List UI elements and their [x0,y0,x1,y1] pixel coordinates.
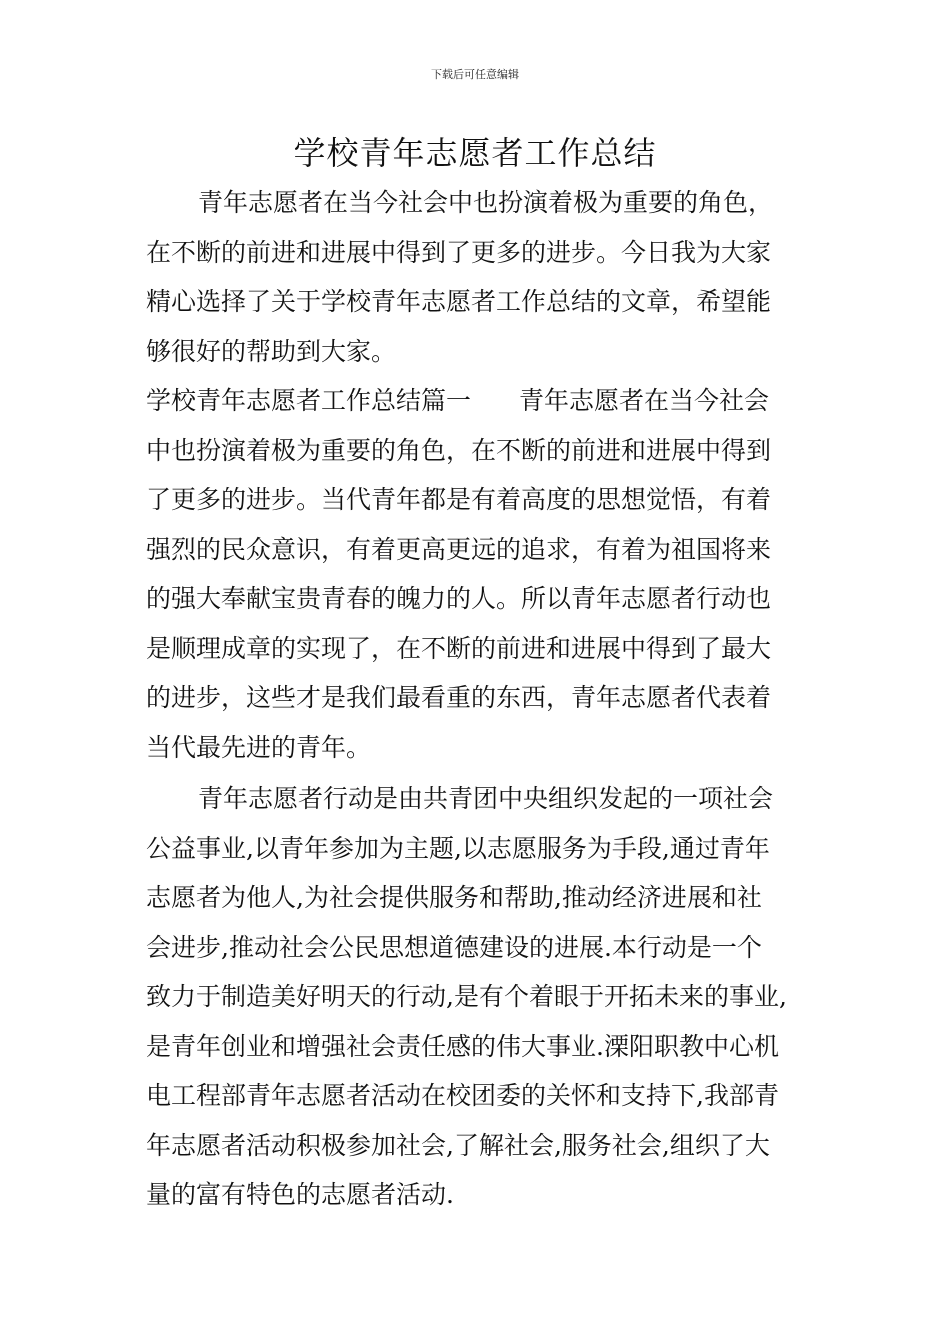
paragraph-line: 够很好的帮助到大家。 [146,336,397,366]
paragraph-line: 当代最先进的青年。 [146,732,372,762]
paragraph-line: 是青年创业和增强社会责任感的伟大事业.溧阳职教中心机 [146,1031,779,1061]
paragraph-volunteer-action [146,774,808,1220]
paragraph-line: 强烈的民众意识，有着更高更远的追求，有着为祖国将来 [146,534,772,564]
paragraph-line: 电工程部青年志愿者活动在校团委的关怀和支持下,我部青 [146,1081,779,1110]
paragraph-line: 中也扮演着极为重要的角色，在不断的前进和进展中得到 [146,435,772,465]
paragraph-line: 志愿者为他人,为社会提供服务和帮助,推动经济进展和社 [146,883,762,912]
paragraph-line: 的强大奉献宝贵青春的魄力的人。所以青年志愿者行动也 [146,584,772,613]
paragraph-line: 致力于制造美好明天的行动,是有个着眼于开拓未来的事业, [146,982,787,1011]
paragraph-section-one [146,376,808,772]
paragraph-line: 年志愿者活动积极参加社会,了解社会,服务社会,组织了大 [146,1130,770,1160]
paragraph-line: 量的富有特色的志愿者活动. [146,1180,454,1209]
paragraph-line: 是顺理成章的实现了，在不断的前进和进展中得到了最大 [146,633,772,663]
paragraph-line: 公益事业,以青年参加为主题,以志愿服务为手段,通过青年 [146,833,770,863]
section-heading: 学校青年志愿者工作总结篇一 [146,386,472,415]
paragraph-line: 了更多的进步。当代青年都是有着高度的思想觉悟，有着 [146,485,772,514]
paragraph-intro [146,178,808,376]
paragraph-line: 青年志愿者在当今社会中也扮演着极为重要的角色， [198,188,774,217]
paragraph-line: 青年志愿者行动是由共青团中央组织发起的一项社会 [198,784,774,813]
paragraph-line-text: 青年志愿者在当今社会 [519,386,770,415]
paragraph-line: 的进步，这些才是我们最看重的东西，青年志愿者代表着 [146,683,772,712]
header-note: 下载后可任意编辑 [431,68,519,81]
paragraph-line: 在不断的前进和进展中得到了更多的进步。今日我为大家 [146,237,772,267]
document-title: 学校青年志愿者工作总结 [293,134,657,172]
paragraph-line: 精心选择了关于学校青年志愿者工作总结的文章，希望能 [146,287,772,316]
paragraph-line: 会进步,推动社会公民思想道德建设的进展.本行动是一个 [146,932,762,962]
paragraph-line [146,376,808,426]
